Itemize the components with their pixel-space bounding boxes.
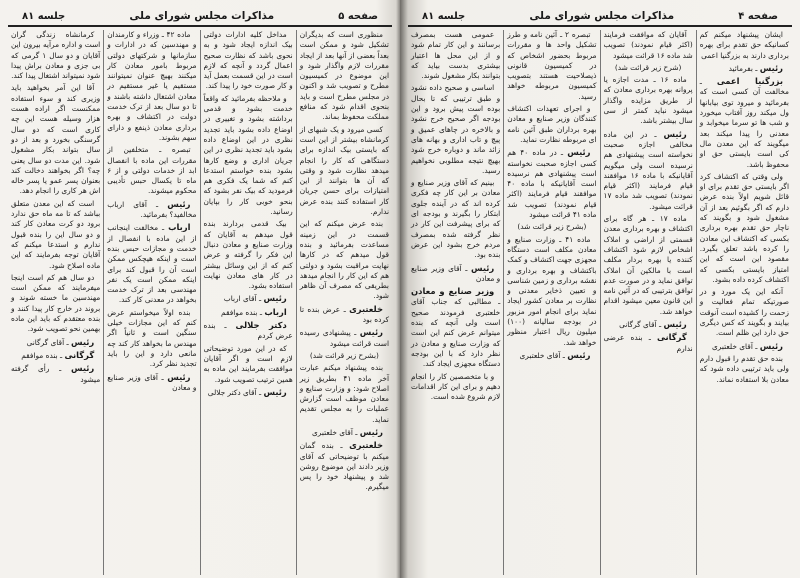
paragraph-text: (بشرح زیر قرائت شد) bbox=[309, 350, 379, 360]
paragraph-text: (شرح زیر قرائت شد) bbox=[614, 62, 682, 72]
paragraph-text: آقای گرگانی bbox=[619, 320, 657, 330]
speaker-name: رئیس bbox=[167, 198, 191, 209]
paragraph-text: در ماده ۴۰ هم کسی اجازه صحبت نخواسته است پیشنهادی هم نرسیده است آقایانیکه با ماده ۴۰ موافقند قیام فرمایند (اکثر قیام نمودند) تصویب شد ماده ۴۱ قرائت میشود bbox=[507, 148, 597, 220]
speech-paragraph: رئیس ـ آقای گرگانی bbox=[619, 319, 687, 330]
paragraph-text: ولی وقتی که اکتشاف کرد اگر بایستی حق تقدم برای او قائل شویم اولاً بنده عرض دارم که اگر بگوئیم بعد از آن مشغول شود و بگویند که ناچار حق تقدم بهره برداری بکسی که اکتشاف این معادن را کرده باشد تعلق بگیرد. مقصود این است که این امتیاز بایستی بکسی که اکتشاف کرده داده بشود. bbox=[699, 171, 789, 284]
speech-paragraph: خلعتبری ـ عرض بنده تا کرده بود bbox=[299, 303, 389, 325]
text-column bbox=[696, 30, 792, 575]
speaker-name: رئیس bbox=[71, 336, 95, 347]
paragraph-text: ایشان پیشنهاد میکنم کم کسانیکه حق تقدم برای بهره برداری دارند به بزرگنیا اعمی bbox=[699, 30, 789, 60]
speech-paragraph: بزرگنیا اعمی ـ مخالفت آن کسی است که بفرمائید و میرود توی بیابانها ول میکند روز آفتاب میخورد و شب ها تو سرما میخوابد و معدنی را پیدا میکند بعد میگویند که این معدن مال کی است بایستی حق او محفوظ باشد. bbox=[699, 76, 789, 169]
speech-paragraph: رئیس ـ آقای وزیر صنایع و معادن bbox=[411, 262, 501, 283]
text-paragraph bbox=[604, 30, 693, 61]
paragraph-text: آقای ارباب bbox=[223, 294, 257, 304]
paragraph-text: و با متخصصین کار را انجام دهیم و برای این کار اقدامات لازم شروع شده است. bbox=[411, 371, 501, 402]
text-paragraph bbox=[300, 219, 389, 301]
text-paragraph bbox=[411, 178, 500, 260]
paragraph-text: پیشنهادی رسیده است قرائت میشود bbox=[299, 328, 389, 348]
header-rule bbox=[408, 25, 792, 27]
header-rule bbox=[8, 25, 392, 27]
paragraph-text: آقای وزیر صنایع و معادن bbox=[107, 372, 197, 392]
speech-paragraph: گرگانی ـ بنده موافقم bbox=[21, 349, 95, 360]
speaker-name: رئیس bbox=[71, 363, 95, 374]
text-paragraph bbox=[11, 83, 100, 196]
paragraph-text: آقای خلعتبری bbox=[312, 427, 353, 437]
text-paragraph bbox=[604, 214, 693, 317]
paragraph-text: آقای دکتر جلالی bbox=[207, 387, 257, 397]
paragraph-text: ماده ۴۱ ـ وزارت صنایع و معادن مکلف است دستگاه مجهزی جهت اکتشاف و کمک باکتشاف و بهره برداری و نقشه برداری و زمین شناسی و تعیین ذخایر معدنی و نظارت بر معادن کشور ایجاد نماید برای انجام امور مزبور در بودجه سالیانه (۱۰۰) میلیون ریال اعتبار منظور خواهد شد. bbox=[507, 234, 597, 347]
speaker-name: رئیس bbox=[167, 371, 191, 382]
paragraph-text: آقایان که موافقت فرمایند (اکثر قیام نمودند) تصویب شد ماده ۱۶ قرائت میشود bbox=[603, 30, 693, 60]
page-header bbox=[8, 6, 392, 22]
speaker-name: رئیس bbox=[263, 386, 287, 397]
paragraph-text: رأی گرفته میشود bbox=[11, 364, 101, 384]
text-paragraph bbox=[11, 199, 100, 271]
text-paragraph bbox=[204, 94, 293, 218]
text-paragraph bbox=[700, 172, 789, 285]
paragraph-text: بنده حق تقدم را قبول دارم ولی باید ترتیبی داده شود که معادن بلا استفاده نماند. bbox=[699, 353, 789, 384]
text-paragraph bbox=[204, 219, 293, 291]
paragraph-text: عمومی هست بمصرف برسانند و این کار تمام شود و از این محل ها اعتبار بیشتری بدست بیاید که بتوانند بکار مشغول شوند. bbox=[411, 30, 501, 81]
text-paragraph bbox=[300, 125, 389, 218]
paragraph-text: آقای ارباب مخالفید؟ بفرمائید. bbox=[107, 199, 197, 220]
paragraph-text: بنده گمان میکنم با توضیحاتی که آقای وزیر دادند این موضوع روشن شد و پیشنهاد خود را پس میگیرم. bbox=[299, 441, 389, 492]
speech-paragraph: رئیس ـ آقای وزیر صنایع و معادن bbox=[107, 371, 197, 392]
paragraph-text: آقا این آمر بخواهید باید وزیری کند و سوء استفاده ممکنست اگر اراده هست هزار وسیله هست این چه کاری است که دو سال گرسنگی بخورد و بعد از دو سال بتواند بکار مشغول شود. این مدت دو سال یعنی چه؟ اگر بخواهند دخالت کند بعنوان پسر عمو یا پسر خاله اش هر کاری را انجام دهد. bbox=[11, 83, 101, 196]
text-column bbox=[103, 30, 199, 575]
speech-paragraph: رئیس ـ بفرمائید bbox=[728, 62, 783, 73]
speech-paragraph: رئیس ـ رأی گرفته میشود bbox=[11, 363, 101, 384]
speech-paragraph: رئیس ـ آقای خلعتبری bbox=[712, 340, 783, 351]
speech-paragraph: رئیس ـ آقای خلعتبری bbox=[312, 426, 383, 437]
text-column bbox=[8, 30, 103, 575]
speaker-name: رئیس bbox=[359, 327, 383, 338]
paragraph-text: مطالبی که جناب آقای خلعتبری فرمودند صحیح است ولی آنچه که بنده میتوانم عرض کنم این است که وزارت صنایع و معادن در نظر دارد که با این بودجه دستگاه مجهزی ایجاد کند. bbox=[411, 297, 501, 369]
paragraph-text: که در این مورد توضیحاتی لازم است و اگر آقایان موافقت بفرمایند این ماده به همین ترتیب تصویب شود. bbox=[203, 343, 293, 384]
text-paragraph bbox=[700, 287, 789, 338]
speech-paragraph: ارباب ـ مخالفت اینجانب از این ماده با انفصال از خدمت و مجازات حبس بنده است و اینکه هیچکس ممکن است آن را قبول کند برای اینکه ممکن است یک نفر مهندسی بعد از ترک خدمت بخواهد در معدنی کار کند. bbox=[107, 222, 197, 305]
paragraph-text: بیک قدمی بردارند بنده قول میدهم به آقایان که وزارت صنایع و معادن دنبال این فکر را گرفته و عرض کنم که از این وسائل بیشتر در کار های معادن نهایت استفاده بشود. bbox=[203, 219, 293, 291]
speech-paragraph: خلعتبری ـ بنده گمان میکنم با توضیحاتی که آقای وزیر دادند این موضوع روشن شد و پیشنهاد خود را پس میگیرم. bbox=[299, 440, 389, 492]
text-paragraph bbox=[107, 30, 196, 143]
text-paragraph bbox=[300, 363, 389, 425]
paragraph-text: عرض بنده تا کرده بود bbox=[299, 304, 389, 325]
paragraph-text: کسی میرود و یک شبهای از کرمانشاه بیشتر از این است که بایستی بیک اندازه برای دستگاهی که کار را انجام میدهد نظارت شود و وقتی که آن ها بتوانند از این امتیازات برای حسن جریان کار استفاده کنند بنده عرض ندارم. bbox=[299, 124, 389, 217]
speaker-name: رئیس bbox=[663, 319, 687, 330]
paragraph-text: ماده ۴۲ ـ وزراء و کارمندان و مهندسین که در ادارات و سازمانها و شرکتهای دولتی مربوط بامور معادن کار میکنند بهیچ عنوان نمیتوانند مستقیم یا غیر مستقیم در معادن اشتغال داشته باشند و تا دو سال بعد از ترک خدمت دولت در اکتشاف و بهره برداری معادن ذینفع و دارای سهم بشوند. bbox=[107, 30, 197, 142]
speech-paragraph: رئیس ـ در ماده ۴۰ هم کسی اجازه صحبت نخواسته است پیشنهادی هم نرسیده است آقایانیکه با ماده ۴۰ موافقند قیام فرمایند (اکثر قیام نمودند) تصویب شد ماده ۴۱ قرائت میشود bbox=[507, 147, 597, 220]
paragraph-text: بنده پیشنهاد میکنم عبارت آخر ماده ۴۱ بطریق زیر اصلاح شود: و وزارت صنایع و معادن موظف است گزارش عملیات را به مجلس تقدیم نماید. bbox=[299, 363, 389, 424]
text-paragraph bbox=[300, 351, 389, 361]
text-paragraph bbox=[411, 30, 500, 81]
paragraph-text: تبصره ۲ ـ آئین نامه و طرز تشکیل واحد ها و مقررات مربوط بحضور اشخاص که در کمیسیون قانونی ذیصلاحیت هستند بتصویب کمیسیون مربوطه خواهد رسید. bbox=[507, 30, 597, 101]
speech-paragraph: رئیس ـ آقای دکتر جلالی bbox=[207, 386, 287, 397]
paragraph-text: بنده موافقم bbox=[21, 350, 58, 360]
paragraph-text: بفرمائید bbox=[728, 63, 753, 73]
text-paragraph bbox=[700, 30, 789, 61]
text-paragraph bbox=[604, 75, 693, 126]
paragraph-text: ماده ۱۶ ـ مدت اجازه یا پروانه بهره برداری معادن که از طریق مزایده واگذار میشود نباید کمتر از سی سال بیشتر باشد. bbox=[603, 75, 693, 126]
speech-paragraph: رئیس ـ آقای ارباب bbox=[223, 293, 287, 304]
speaker-name: رئیس bbox=[471, 262, 495, 273]
text-column bbox=[296, 30, 392, 575]
speech-paragraph: ارباب ـ بنده موافقم bbox=[221, 306, 287, 317]
text-paragraph bbox=[204, 30, 293, 92]
paragraph-text: اساسی و صحیح داده نشود و طبق ترتیبی که تا بحال بوده است پیش برود و این بودجه اگر صحیح خرج نشود و بالاخره در چاهای عمیق و پیچ و تاب اداری و بهانه های زائد ماند و دوباره خرج شود بهیچ نتیجه مطلوبی نخواهیم رسید. bbox=[411, 83, 501, 175]
paragraph-text: مداخل کلیه ادارات دولتی بیک اندازه ایجاد شود و به نحوی باشد که نظارت صحیح اعمال گردد و آنچه که لازم است در این قسمت بعمل آید و کار صورت خود را پیدا کند. bbox=[203, 30, 293, 91]
text-paragraph bbox=[11, 273, 100, 335]
speech-paragraph: وزیر صنایع و معادن ـ مطالبی که جناب آقای خلعتبری فرمودند صحیح است ولی آنچه که بنده میتوانم عرض کنم این است که وزارت صنایع و معادن در نظر دارد که با این بودجه دستگاه مجهزی ایجاد کند. bbox=[411, 286, 501, 369]
paragraph-text: در این ماده مخالفی اجازه صحبت نخواسته است پیشنهادی هم نرسیده است ولی میگویم آقایانیکه با ماده ۱۶ موافقند قیام فرمایند (اکثر قیام نمودند) تصویب شد ماده ۱۷ قرائت میشود. bbox=[603, 129, 693, 211]
speaker-name: رئیس bbox=[567, 349, 591, 360]
text-paragraph bbox=[300, 30, 389, 123]
paragraph-text: مخالفت اینجانب از این ماده با انفصال از خدمت و مجازات حبس بنده است و اینکه هیچکس ممکن است آن را قبول کند برای اینکه ممکن است یک نفر مهندسی بعد از ترک خدمت بخواهد در معدنی کار کند. bbox=[107, 223, 197, 305]
text-column bbox=[600, 30, 696, 575]
paragraph-text: آقای خلعتبری bbox=[519, 350, 561, 360]
speaker-name: رئیس bbox=[567, 147, 591, 158]
text-columns bbox=[408, 30, 792, 575]
text-column bbox=[503, 30, 599, 575]
text-paragraph bbox=[700, 354, 789, 385]
page-number: صفحه ۵ bbox=[338, 11, 378, 22]
paragraph-text: تبصره ـ متخلفین از مقررات این ماده با انفصال ابد از خدمات دولتی و از ۶ ماه تا یکسال حبس تأدیبی محکوم میشوند. bbox=[107, 145, 197, 196]
text-paragraph bbox=[507, 30, 596, 102]
paragraph-text: منظوری است که بدیگران تشکیل شود و ممکن است بعداً بعضی از آنها بعد از ایجاد مقررات لازم واگذار شود و این موضوع در کمیسیون مطرح و تصویب شد و اکنون در مجلس مطرح است و باید بنحوی اقدام شود که منافع مملکت محفوظ بماند. bbox=[299, 30, 389, 122]
paragraph-text: و ملاحظه بفرمائید که واقعاً خدمت بشود و قدمی برداشته بشود و تغییری در اوضاع داده بشود باید تجدید نظری در این اوضاع داده بشود باید تجدید نظری در این جریان اداری و وضع کارها بشود بنده خواستم استدعا کنم که شما یک فکری هم فرمودید که بیک نفر بشود که بنحو خوبی کار را بپایان رسانید. bbox=[203, 93, 293, 217]
speaker-name: رئیس bbox=[759, 62, 783, 73]
paragraph-text: آقای خلعتبری bbox=[712, 341, 753, 351]
speaker-name: بزرگنیا اعمی bbox=[716, 76, 784, 87]
paragraph-text: بینیم که آقای وزیر صنایع و معادن بر این کار چه فکری کرده اند که در آینده جلوی ابتکار را بگیرند و بودجه ای که برای پیشرفت این کار در نظر گرفته شده بمصرف مردم خرج بشود این عرض بنده بود. bbox=[411, 178, 501, 260]
speaker-name: دکتر جلالی bbox=[235, 320, 287, 331]
speaker-name: رئیس bbox=[359, 426, 383, 437]
speaker-name: خلعتبری bbox=[349, 303, 383, 314]
paragraph-text: بنده اولاً میخواستم عرض کنم که این مجازات خیلی سنگین است و ثانیاً اگر مهندس ما بخواهد کار کند چه مانعی دارد و این را باید تجدید نظر کرد. bbox=[107, 307, 197, 369]
speech-paragraph: رئیس ـ در این ماده مخالفی اجازه صحبت نخواسته است پیشنهادی هم نرسیده است ولی میگویم آقایانیکه با ماده ۱۶ موافقند قیام فرمایند (اکثر قیام نمودند) تصویب شد ماده ۱۷ قرائت میشود. bbox=[603, 128, 693, 211]
paragraph-text: آقای وزیر صنایع و معادن bbox=[411, 263, 501, 283]
speaker-name: خلعتبری bbox=[349, 440, 383, 451]
paragraph-text: بنده عرض کردم bbox=[203, 321, 293, 341]
text-paragraph bbox=[411, 83, 500, 176]
text-paragraph bbox=[11, 30, 100, 81]
text-paragraph bbox=[507, 104, 596, 145]
speaker-name: رئیس bbox=[759, 340, 783, 351]
text-column bbox=[408, 30, 503, 575]
publication-title: مذاکرات مجلس شورای ملی bbox=[529, 10, 675, 22]
text-paragraph bbox=[204, 344, 293, 385]
text-paragraph bbox=[604, 63, 693, 73]
page-4 bbox=[400, 0, 800, 578]
speaker-name: رئیس bbox=[663, 128, 687, 139]
page-number: صفحه ۴ bbox=[738, 11, 778, 22]
text-paragraph bbox=[507, 235, 596, 348]
page-header bbox=[408, 6, 792, 22]
speech-paragraph: رئیس ـ آقای ارباب مخالفید؟ بفرمائید. bbox=[107, 198, 197, 220]
paragraph-text: بنده عرض میکنم که این قسمت در این زمینه مساعدت بفرمائید و بنده قول میدهم که در کارها نهایت مراقبت بشود و دولتی هم که این کار را انجام میدهد بطریقی که مصرف آن ظاهر شود. bbox=[299, 219, 389, 301]
text-columns bbox=[8, 30, 392, 575]
speaker-name: ارباب bbox=[264, 306, 287, 317]
paragraph-text: آنکه این یک مورد و در صورتیکه تمام فعالیت و زحمت را کشیده است آنوقت بیایند و بگویند که کس دیگری حق دارد این ظلم است. bbox=[699, 287, 789, 338]
paragraph-text: بنده عرضی ندارم bbox=[603, 333, 693, 353]
speech-paragraph: رئیس ـ پیشنهادی رسیده است قرائت میشود bbox=[299, 327, 389, 348]
text-column bbox=[200, 30, 296, 575]
text-paragraph bbox=[411, 372, 500, 403]
text-paragraph bbox=[107, 308, 196, 370]
speaker-name: ارباب bbox=[168, 222, 191, 233]
paragraph-text: و اجرای تعهدات اکتشاف کنندگان وزیر صنایع و معادن بهره برداران طبق آئین نامه ای مربوطه نظارت نماید. bbox=[507, 104, 597, 144]
speech-paragraph: گرگانی ـ بنده عرضی ندارم bbox=[603, 332, 693, 353]
speaker-name: رئیس bbox=[263, 293, 287, 304]
session-number: جلسه ۸۱ bbox=[422, 11, 466, 22]
session-number: جلسه ۸۱ bbox=[22, 11, 66, 22]
publication-title: مذاکرات مجلس شورای ملی bbox=[129, 10, 275, 22]
speaker-name: گرگانی bbox=[657, 332, 687, 343]
paragraph-text: کرمانشاه زندگی گران است و اداره مرآیه بیرون این آقایان و دو سال ۱ گرمی که بی جزی و معادن براش پیدا شود نمیتواند اشتغال پیدا کند. bbox=[11, 30, 101, 81]
text-paragraph bbox=[507, 222, 596, 232]
paragraph-text: آقای گرگانی bbox=[26, 337, 65, 347]
paragraph-text: ماده ۱۷ ـ هر گاه برای اکتشاف و بهره برداری معدن قسمتی از اراضی و املاک اشخاص لازم شود اکتشاف کننده یا بهره بردار مکلف است با مالکین آن املاک توافق نماید و در صورت عدم توافق بترتیبی که در آئین نامه این قانون معین میشود اقدام خواهد شد. bbox=[603, 214, 693, 316]
paragraph-text: است که این معدن متعلق بباشد که تا مه ماه حق ندارد برود دو کرت معادن کار کند و دو سال این را بنده قبول ندارم و استدعا میکنم که آقایان توجه بفرمایند که این ماده اصلاح شود. bbox=[11, 198, 101, 270]
paragraph-text: مخالفت آن کسی است که بفرمائید و میرود توی بیابانها ول میکند روز آفتاب میخورد و شب ها تو سرما میخوابد و معدنی را پیدا میکند بعد میگویند که این معدن مال کی است بایستی حق او محفوظ باشد. bbox=[699, 87, 789, 169]
paragraph-text: بنده موافقم bbox=[221, 307, 258, 317]
paragraph-text: (بشرح زیر قرائت شد) bbox=[517, 222, 587, 232]
speech-paragraph: رئیس ـ آقای گرگانی bbox=[26, 336, 95, 347]
text-paragraph bbox=[107, 145, 196, 196]
paragraph-text: دو سال هم کم است اینجا میفرمایند که ممکن است مهندسین ما خسته شوند و بروند در خارج کار پیدا کنند و بنده معتقدم که باید این ماده بهمین نحو تصویب شود. bbox=[11, 272, 101, 334]
speaker-name: وزیر صنایع و معادن bbox=[411, 286, 495, 297]
speech-paragraph: رئیس ـ آقای خلعتبری bbox=[519, 349, 591, 360]
speaker-name: گرگانی bbox=[64, 349, 95, 360]
speech-paragraph: دکتر جلالی ـ بنده عرض کردم bbox=[203, 320, 293, 341]
